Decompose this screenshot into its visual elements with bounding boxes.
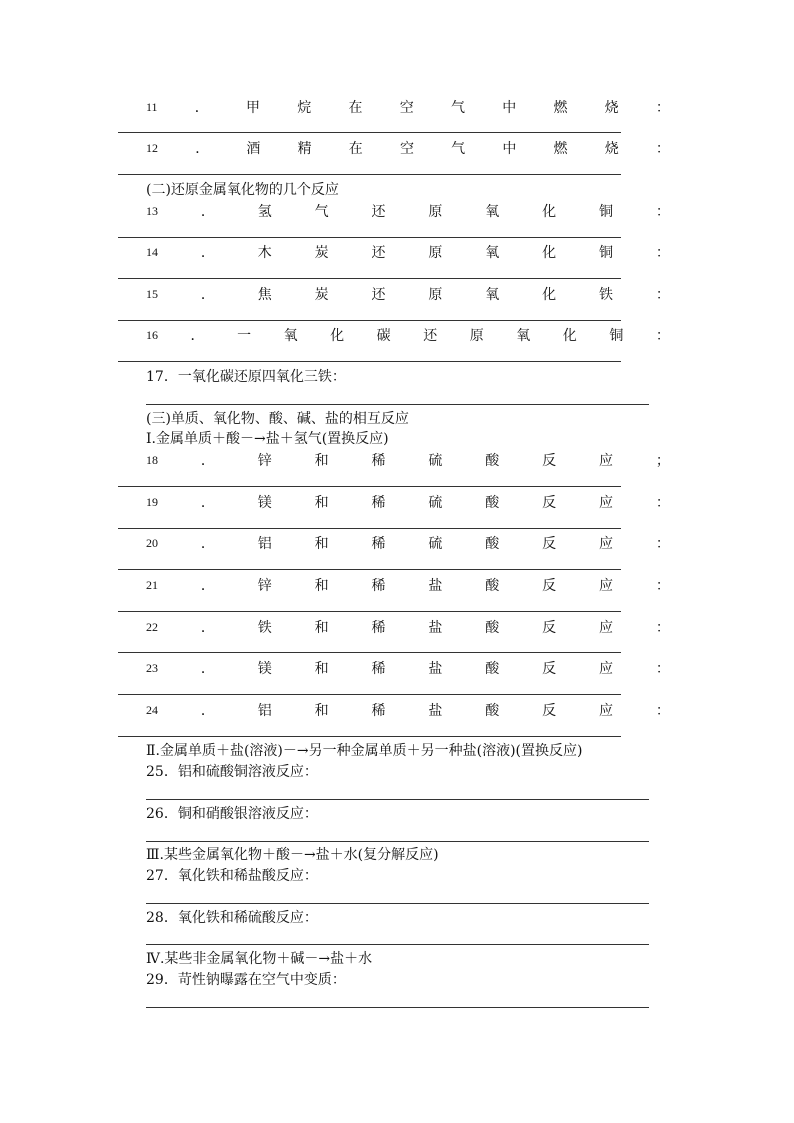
question-row-12 <box>146 138 670 158</box>
question-number: 11 <box>146 99 158 114</box>
question-number: 22 <box>146 619 158 634</box>
char: 烧 <box>604 141 619 157</box>
question-number: 19 <box>146 494 158 509</box>
colon: ： <box>655 661 670 677</box>
char: 应 <box>599 453 613 469</box>
dot: ． <box>195 141 210 157</box>
dot: ． <box>200 620 215 636</box>
char: 原 <box>428 245 443 261</box>
dot: ． <box>200 536 215 552</box>
char: 氢 <box>257 204 272 220</box>
question-26: 26．铜和硝酸银溶液反应： <box>146 806 318 822</box>
answer-line <box>118 694 621 695</box>
colon: ； <box>655 453 670 469</box>
colon: ： <box>655 578 670 594</box>
char: 氧 <box>283 328 298 344</box>
char: 盐 <box>428 703 443 719</box>
answer-line <box>118 736 621 737</box>
char: 硫 <box>428 453 443 469</box>
answer-line <box>146 903 649 904</box>
char: 甲 <box>246 100 261 116</box>
char: 酸 <box>485 578 500 594</box>
char: 气 <box>451 141 466 157</box>
char: 稀 <box>371 661 386 677</box>
char: 铜 <box>609 328 624 344</box>
answer-line <box>146 799 649 800</box>
colon: ： <box>655 287 670 303</box>
char: 还 <box>371 204 386 220</box>
char: 原 <box>428 204 443 220</box>
question-number: 23 <box>146 660 158 675</box>
char: 酸 <box>485 620 500 636</box>
char: 反 <box>542 578 557 594</box>
char: 稀 <box>371 620 386 636</box>
char: 锌 <box>257 453 272 469</box>
section-heading-3: (三)单质、氧化物、酸、碱、盐的相互反应 <box>146 411 409 427</box>
char: 空 <box>399 100 414 116</box>
char: 精 <box>297 141 312 157</box>
char: 镁 <box>257 495 272 511</box>
char: 化 <box>542 245 557 261</box>
char: 焦 <box>257 287 272 303</box>
char: 烧 <box>604 100 619 116</box>
question-row-22 <box>146 617 670 637</box>
char: 酸 <box>485 661 500 677</box>
char: 和 <box>314 536 329 552</box>
dot: ． <box>200 578 215 594</box>
char: 铜 <box>599 245 613 261</box>
subheading-4: Ⅳ.某些非金属氧化物＋碱－→盐＋水 <box>146 951 373 967</box>
answer-line <box>118 528 621 529</box>
question-row-13 <box>146 201 670 221</box>
char: 稀 <box>371 536 386 552</box>
char: 中 <box>502 141 517 157</box>
char: 反 <box>542 536 557 552</box>
char: 应 <box>599 536 613 552</box>
char: 反 <box>542 703 557 719</box>
question-row-24 <box>146 700 670 720</box>
dot: ． <box>200 245 215 261</box>
char: 硫 <box>428 495 443 511</box>
colon: ： <box>655 100 670 116</box>
char: 锌 <box>257 578 272 594</box>
char: 在 <box>348 141 363 157</box>
char: 化 <box>542 287 557 303</box>
subheading-2: Ⅱ.金属单质＋盐(溶液)－→另一种金属单质＋另一种盐(溶液)(置换反应) <box>146 743 583 759</box>
char: 还 <box>423 328 438 344</box>
char: 和 <box>314 453 329 469</box>
answer-line <box>118 486 621 487</box>
char: 铝 <box>257 703 272 719</box>
colon: ： <box>655 328 670 344</box>
answer-line <box>146 944 649 945</box>
char: 氧 <box>485 287 500 303</box>
dot: ． <box>200 661 215 677</box>
colon: ： <box>655 536 670 552</box>
char: 镁 <box>257 661 272 677</box>
char: 酸 <box>485 703 500 719</box>
char: 酸 <box>485 536 500 552</box>
dot: ． <box>194 100 209 116</box>
question-29: 29．苛性钠曝露在空气中变质： <box>146 972 346 988</box>
char: 在 <box>348 100 363 116</box>
char: 稀 <box>371 578 386 594</box>
char: 铝 <box>257 536 272 552</box>
char: 氧 <box>485 204 500 220</box>
answer-line <box>118 569 621 570</box>
char: 化 <box>562 328 577 344</box>
char: 氧 <box>485 245 500 261</box>
colon: ： <box>655 703 670 719</box>
char: 炭 <box>314 287 329 303</box>
answer-line <box>146 404 649 405</box>
dot: ． <box>200 495 215 511</box>
dot: ． <box>190 328 205 344</box>
answer-line <box>146 841 649 842</box>
char: 稀 <box>371 703 386 719</box>
question-row-16 <box>146 325 670 345</box>
char: 稀 <box>371 495 386 511</box>
char: 铁 <box>599 287 613 303</box>
char: 应 <box>599 495 613 511</box>
question-number: 21 <box>146 577 158 592</box>
char: 和 <box>314 703 329 719</box>
char: 炭 <box>314 245 329 261</box>
question-number: 13 <box>146 203 158 218</box>
char: 应 <box>599 703 613 719</box>
answer-line <box>118 278 621 279</box>
question-row-21 <box>146 575 670 595</box>
question-number: 20 <box>146 535 158 550</box>
question-number: 16 <box>146 327 158 342</box>
colon: ： <box>655 204 670 220</box>
answer-line <box>118 652 621 653</box>
char: 燃 <box>553 100 568 116</box>
question-number: 12 <box>146 140 158 155</box>
char: 一 <box>237 328 252 344</box>
char: 铜 <box>599 204 613 220</box>
char: 氧 <box>516 328 531 344</box>
question-27: 27．氧化铁和稀盐酸反应： <box>146 868 318 884</box>
char: 铁 <box>257 620 272 636</box>
question-row-14 <box>146 242 670 262</box>
char: 硫 <box>428 536 443 552</box>
char: 盐 <box>428 620 443 636</box>
char: 应 <box>599 661 613 677</box>
question-row-11 <box>146 97 670 117</box>
subheading-1: Ⅰ.金属单质＋酸－→盐＋氢气(置换反应) <box>146 431 389 447</box>
colon: ： <box>655 495 670 511</box>
answer-line <box>118 320 621 321</box>
char: 和 <box>314 620 329 636</box>
char: 烷 <box>297 100 312 116</box>
char: 应 <box>599 620 613 636</box>
colon: ： <box>655 620 670 636</box>
answer-line <box>118 611 621 612</box>
question-row-23 <box>146 658 670 678</box>
char: 中 <box>502 100 517 116</box>
char: 原 <box>428 287 443 303</box>
char: 还 <box>371 287 386 303</box>
char: 化 <box>330 328 345 344</box>
answer-line <box>118 174 621 175</box>
char: 反 <box>542 661 557 677</box>
char: 酒 <box>246 141 261 157</box>
question-row-19 <box>146 492 670 512</box>
question-17: 17．一氧化碳还原四氧化三铁： <box>146 369 346 385</box>
char: 反 <box>542 495 557 511</box>
colon: ： <box>655 141 670 157</box>
char: 原 <box>469 328 484 344</box>
answer-line <box>146 1007 649 1008</box>
char: 酸 <box>485 453 500 469</box>
section-heading-2: (二)还原金属氧化物的几个反应 <box>146 182 339 198</box>
char: 和 <box>314 495 329 511</box>
question-row-15 <box>146 284 670 304</box>
char: 应 <box>599 578 613 594</box>
question-number: 18 <box>146 452 158 467</box>
char: 和 <box>314 578 329 594</box>
char: 气 <box>450 100 465 116</box>
answer-line <box>118 237 621 238</box>
question-number: 14 <box>146 244 158 259</box>
char: 碳 <box>376 328 391 344</box>
char: 反 <box>542 620 557 636</box>
char: 盐 <box>428 661 443 677</box>
colon: ： <box>655 245 670 261</box>
char: 稀 <box>371 453 386 469</box>
dot: ． <box>200 703 215 719</box>
char: 燃 <box>553 141 568 157</box>
char: 木 <box>257 245 272 261</box>
question-row-20 <box>146 533 670 553</box>
char: 和 <box>314 661 329 677</box>
question-row-18 <box>146 450 670 470</box>
question-number: 15 <box>146 286 158 301</box>
dot: ． <box>200 204 215 220</box>
question-28: 28．氧化铁和稀硫酸反应： <box>146 910 318 926</box>
char: 盐 <box>428 578 443 594</box>
char: 反 <box>542 453 557 469</box>
dot: ． <box>200 453 215 469</box>
answer-line <box>118 361 621 362</box>
char: 还 <box>371 245 386 261</box>
question-25: 25．铝和硫酸铜溶液反应： <box>146 764 318 780</box>
char: 化 <box>542 204 557 220</box>
subheading-3: Ⅲ.某些金属氧化物＋酸－→盐＋水(复分解反应) <box>146 847 439 863</box>
char: 空 <box>399 141 414 157</box>
answer-line <box>118 132 621 133</box>
char: 酸 <box>485 495 500 511</box>
question-number: 24 <box>146 702 158 717</box>
dot: ． <box>200 287 215 303</box>
char: 气 <box>314 204 329 220</box>
